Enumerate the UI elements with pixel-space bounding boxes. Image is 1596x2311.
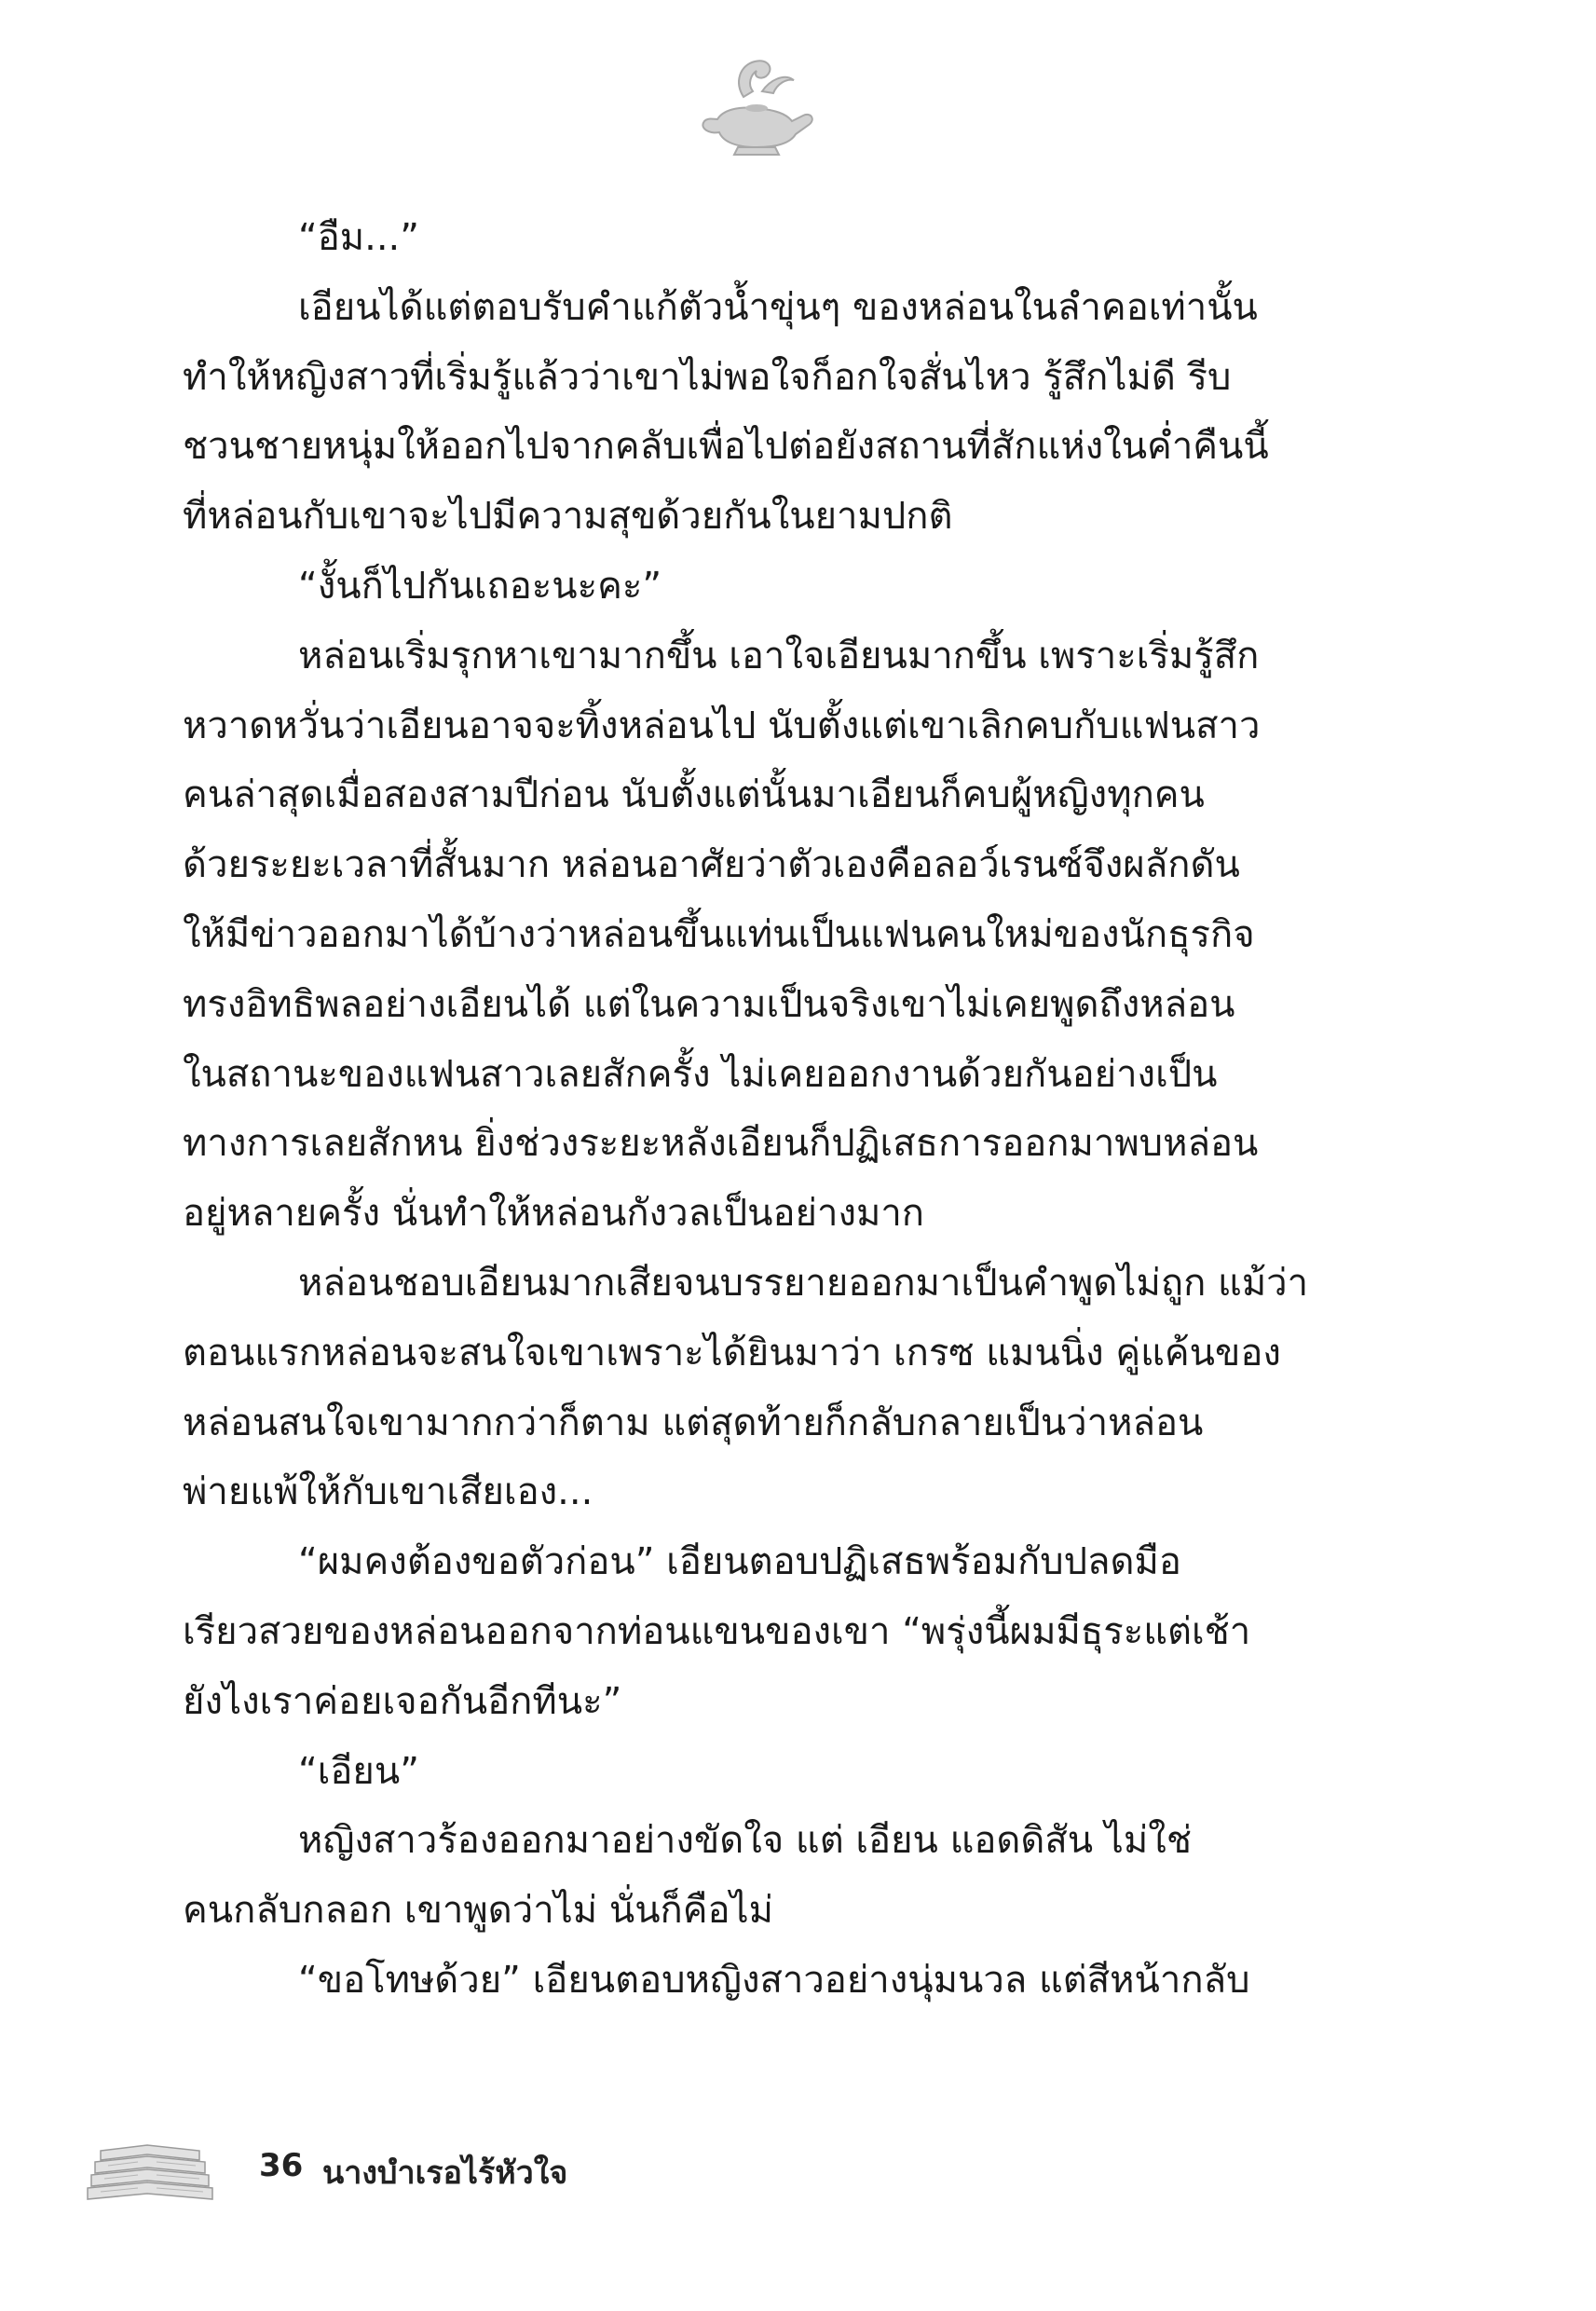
text-line: หล่อนสนใจเขามากกว่าก็ตาม แต่สุดท้ายก็กลับกลายเป็นว่าหล่อน <box>183 1401 1204 1444</box>
text-line: หวาดหวั่นว่าเอียนอาจจะทิ้งหล่อนไป นับตั้งแต่เขาเลิกคบกับแฟนสาว <box>183 704 1261 747</box>
text-line: อยู่หลายครั้ง นั่นทำให้หล่อนกังวลเป็นอย่างมาก <box>183 1192 925 1236</box>
text-line: คนล่าสุดเมื่อสองสามปีก่อน นับตั้งแต่นั้นมาเอียนก็คบผู้หญิงทุกคน <box>183 773 1205 817</box>
text-line: “อืม...” <box>298 216 419 259</box>
text-line: เรียวสวยของหล่อนออกจากท่อนแขนของเขา “พรุ่งนี้ผมมีธุระแต่เช้า <box>183 1609 1251 1653</box>
text-line: เอียนได้แต่ตอบรับคำแก้ตัวน้ำขุ่นๆ ของหล่อนในลำคอเท่านั้น <box>298 285 1258 329</box>
text-line: “เอียน” <box>298 1749 419 1793</box>
text-line: “งั้นก็ไปกันเถอะนะคะ” <box>298 564 662 608</box>
text-line: หล่อนเริ่มรุกหาเขามากขึ้น เอาใจเอียนมากขึ้น เพราะเริ่มรู้สึก <box>298 634 1260 677</box>
page-number: 36 <box>259 2147 304 2184</box>
book-title: นางบำเรอไร้หัวใจ <box>322 2154 568 2192</box>
text-line: ชวนชายหนุ่มให้ออกไปจากคลับเพื่อไปต่อยังสถานที่สักแห่งในค่ำคืนนี้ <box>183 425 1269 469</box>
body-text <box>183 203 1338 2016</box>
text-line: ให้มีข่าวออกมาได้บ้างว่าหล่อนขึ้นแท่นเป็นแฟนคนใหม่ของนักธุรกิจ <box>183 912 1255 956</box>
text-line: ด้วยระยะเวลาที่สั้นมาก หล่อนอาศัยว่าตัวเองคือลอว์เรนซ์จึงผลักดัน <box>183 843 1240 887</box>
text-line: ที่หล่อนกับเขาจะไปมีความสุขด้วยกันในยามปกติ <box>183 495 953 539</box>
text-line: หล่อนชอบเอียนมากเสียจนบรรยายออกมาเป็นคำพูดไม่ถูก แม้ว่า <box>298 1261 1309 1305</box>
text-line: พ่ายแพ้ให้กับเขาเสียเอง... <box>183 1470 593 1514</box>
text-line: “ขอโทษด้วย” เอียนตอบหญิงสาวอย่างนุ่มนวล แต่สีหน้ากลับ <box>298 1958 1250 2002</box>
text-line: ตอนแรกหล่อนจะสนใจเขาเพราะได้ยินมาว่า เกรซ แมนนิ่ง คู่แค้นของ <box>183 1331 1281 1374</box>
text-line: ยังไงเราค่อยเจอกันอีกทีนะ” <box>183 1679 622 1723</box>
page-footer <box>82 2134 734 2208</box>
text-line: หญิงสาวร้องออกมาอย่างขัดใจ แต่ เอียน แอดดิสัน ไม่ใช่ <box>298 1819 1192 1863</box>
text-line: “ผมคงต้องขอตัวก่อน” เอียนตอบปฏิเสธพร้อมกับปลดมือ <box>298 1540 1181 1584</box>
text-line: ทรงอิทธิพลอย่างเอียนได้ แต่ในความเป็นจริงเขาไม่เคยพูดถึงหล่อน <box>183 982 1235 1026</box>
text-line: ทำให้หญิงสาวที่เริ่มรู้แล้วว่าเขาไม่พอใจก็อกใจสั่นไหว รู้สึกไม่ดี รีบ <box>183 355 1232 399</box>
text-line: ในสถานะของแฟนสาวเลยสักครั้ง ไม่เคยออกงานด้วยกันอย่างเป็น <box>183 1052 1218 1096</box>
genie-lamp-ornament <box>686 54 825 166</box>
text-line: ทางการเลยสักหน ยิ่งช่วงระยะหลังเอียนก็ปฏิเสธการออกมาพบหล่อน <box>183 1122 1259 1166</box>
book-stack-ornament <box>82 2134 222 2208</box>
text-line: คนกลับกลอก เขาพูดว่าไม่ นั่นก็คือไม่ <box>183 1889 774 1933</box>
